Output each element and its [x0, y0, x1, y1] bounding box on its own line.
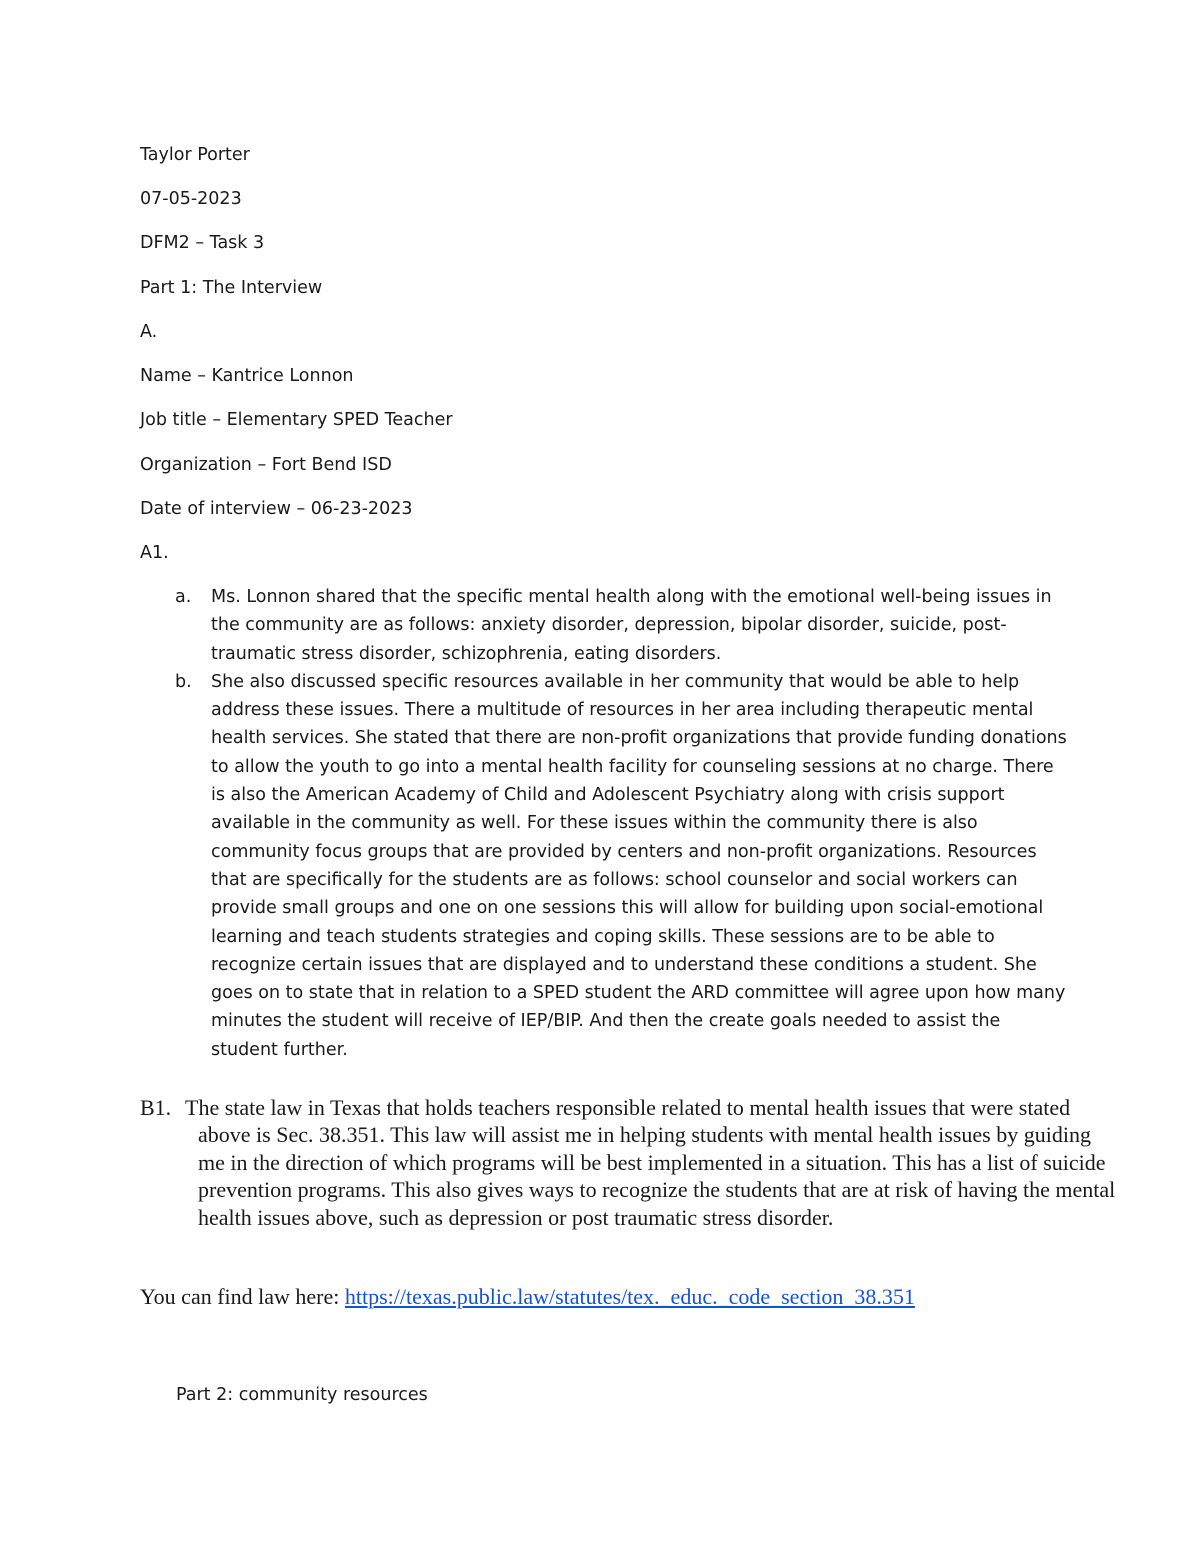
- interviewee-organization: Organization – Fort Bend ISD: [140, 455, 392, 475]
- interviewee-name: Name – Kantrice Lonnon: [140, 366, 354, 386]
- author-name: Taylor Porter: [140, 145, 250, 165]
- list-item-text: Ms. Lonnon shared that the specific mental health along with the emotional well-being issues in the community are as follows: anxiety disorder, depression, bipolar disorder, suicide, post-traumatic stress disorder, schizophrenia, eating disorders.: [211, 587, 1052, 664]
- part2-heading: Part 2: community resources: [176, 1385, 428, 1405]
- list-item: [140, 668, 1070, 1064]
- law-link-line: [140, 1283, 1065, 1310]
- section-b1-text: The state law in Texas that holds teachers responsible related to mental health issues that were stated above is Sec. 38.351. This law will assist me in helping students with mental health issues by guiding me in the direction of which programs will be best implemented in a situation. This has a list of suicide prevention programs. This also gives ways to recognize the students that are at risk of having the mental health issues above, such as depression or post traumatic stress disorder.: [185, 1095, 1116, 1230]
- section-b1: [140, 1094, 1123, 1231]
- link-prefix: You can find law here:: [140, 1284, 345, 1309]
- a1-list: [140, 583, 1070, 1064]
- course-task: DFM2 – Task 3: [140, 233, 265, 253]
- list-item: [140, 583, 1070, 668]
- section-b1-label: B1.: [140, 1095, 172, 1120]
- interviewee-job-title: Job title – Elementary SPED Teacher: [140, 410, 453, 430]
- law-link[interactable]: https://texas.public.law/statutes/tex._educ._code_section_38.351: [344, 1284, 915, 1309]
- list-marker: a.: [175, 587, 192, 607]
- interview-date: Date of interview – 06-23-2023: [140, 499, 413, 519]
- section-a-label: A.: [140, 322, 158, 342]
- list-item-text: She also discussed specific resources available in her community that would be able to help address these issues. There a multitude of resources in her area including therapeutic mental health services. She stated that there are non-profit organizations that provide funding donations to allow the youth to go into a mental health facility for counseling sessions at no charge. There is also the American Academy of Child and Adolescent Psychiatry along with crisis support available in the community as well. For these issues within the community there is also community focus groups that are provided by centers and non-profit organizations. Resources that are specifically for the students are as follows: school counselor and social workers can provide small groups and one on one sessions this will allow for building upon social-emotional learning and teach students strategies and coping skills. These sessions are to be able to recognize certain issues that are displayed and to understand these conditions a student. She goes on to state that in relation to a SPED student the ARD committee will agree upon how many minutes the student will receive of IEP/BIP. And then the create goals needed to assist the student further.: [211, 671, 1067, 1060]
- part1-heading: Part 1: The Interview: [140, 278, 323, 298]
- list-marker: b.: [175, 671, 192, 692]
- section-a1-label: A1.: [140, 543, 169, 563]
- document-date: 07-05-2023: [140, 189, 242, 209]
